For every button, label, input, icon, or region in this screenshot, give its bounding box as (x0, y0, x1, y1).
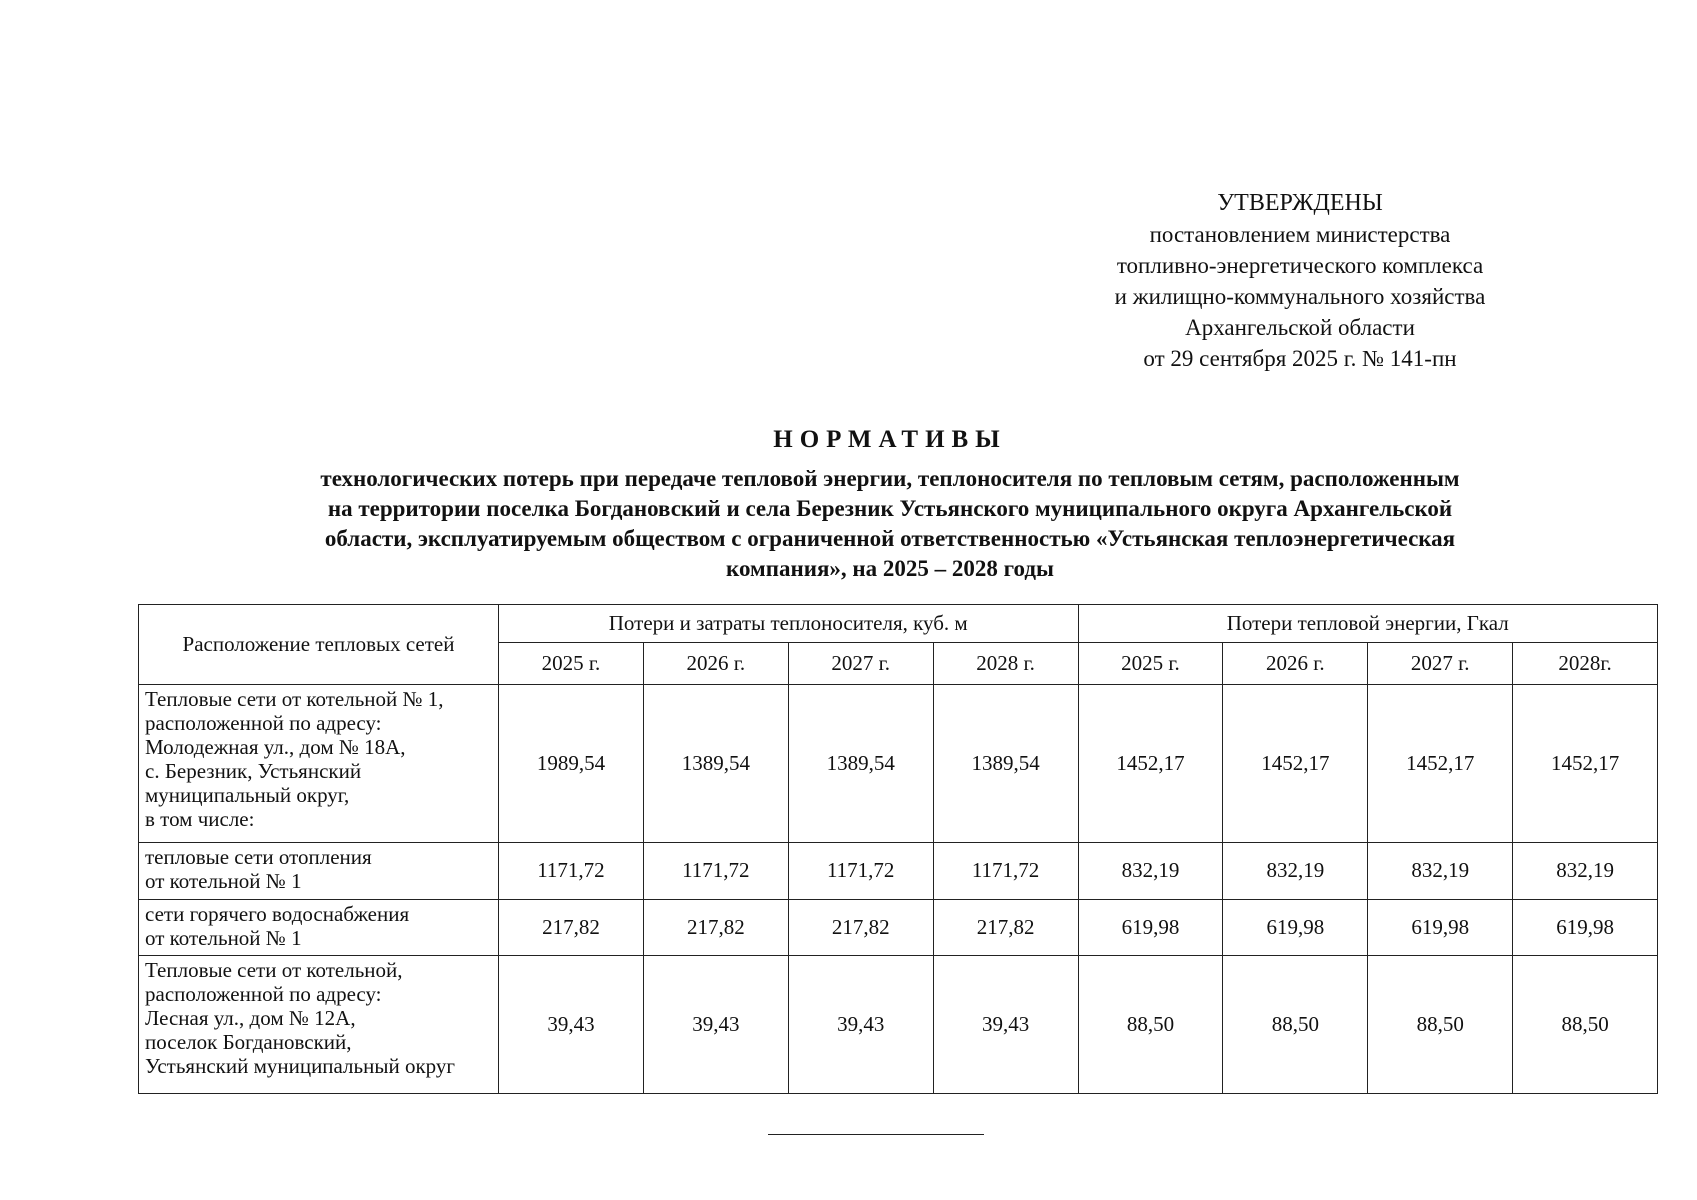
value-cell: 39,43 (933, 956, 1078, 1094)
value-cell: 1171,72 (933, 842, 1078, 899)
document-subtitle (150, 464, 1630, 584)
location-line: Молодежная ул., дом № 18А, (145, 735, 406, 759)
location-cell (139, 956, 499, 1094)
location-line: Лесная ул., дом № 12А, (145, 1006, 356, 1031)
location-line: Тепловые сети от котельной, (145, 958, 403, 983)
value-cell: 1171,72 (499, 842, 644, 899)
value-cell: 832,19 (1078, 842, 1223, 899)
table-row (139, 899, 1658, 956)
value-cell: 1171,72 (643, 842, 788, 899)
value-cell: 217,82 (933, 899, 1078, 956)
document-title: НОРМАТИВЫ (773, 426, 1007, 453)
location-line: в том числе: (145, 807, 255, 831)
year-header: 2027 г. (788, 643, 933, 685)
value-cell: 1452,17 (1513, 685, 1658, 843)
year-header: 2025 г. (499, 643, 644, 685)
subtitle-line: на территории поселка Богдановский и села Березник Устьянского муниципального округа Архангельской (327, 496, 1453, 521)
value-cell: 217,82 (788, 899, 933, 956)
location-cell (139, 842, 499, 899)
location-header: Расположение тепловых сетей (139, 605, 499, 685)
value-cell: 217,82 (499, 899, 644, 956)
value-cell: 1171,72 (788, 842, 933, 899)
value-cell: 1389,54 (788, 685, 933, 843)
year-header: 2025 г. (1078, 643, 1223, 685)
value-cell: 832,19 (1223, 842, 1368, 899)
approval-line: и жилищно-коммунального хозяйства (1114, 284, 1486, 309)
location-line: сети горячего водоснабжения (145, 901, 410, 926)
year-header: 2027 г. (1368, 643, 1513, 685)
value-cell: 619,98 (1223, 899, 1368, 956)
year-header: 2028г. (1513, 643, 1658, 685)
location-line: Тепловые сети от котельной № 1, (145, 687, 444, 711)
location-line: тепловые сети отопления (145, 844, 372, 869)
standards-table (138, 604, 1658, 1094)
subtitle-line: области, эксплуатируемым обществом с ограниченной ответственностью «Устьянская теплоэнергетическая (324, 526, 1456, 551)
location-line: расположенной по адресу: (145, 982, 382, 1007)
value-cell: 39,43 (788, 956, 933, 1094)
value-cell: 88,50 (1223, 956, 1368, 1094)
value-cell: 88,50 (1078, 956, 1223, 1094)
value-cell: 88,50 (1513, 956, 1658, 1094)
value-cell: 832,19 (1368, 842, 1513, 899)
approval-line: постановлением министерства (1149, 222, 1451, 247)
approval-heading: УТВЕРЖДЕНЫ (1217, 190, 1383, 216)
value-cell: 1452,17 (1223, 685, 1368, 843)
value-cell: 619,98 (1513, 899, 1658, 956)
table-row (139, 685, 1658, 843)
value-cell: 217,82 (643, 899, 788, 956)
location-line: муниципальный округ, (145, 783, 350, 807)
location-cell (139, 899, 499, 956)
value-cell: 1452,17 (1368, 685, 1513, 843)
value-cell: 39,43 (643, 956, 788, 1094)
subtitle-line: технологических потерь при передаче тепловой энергии, теплоносителя по тепловым сетям, расположенным (320, 466, 1460, 491)
value-cell: 1389,54 (643, 685, 788, 843)
value-cell: 1989,54 (499, 685, 644, 843)
subtitle-line: компания», на 2025 – 2028 годы (726, 556, 1054, 581)
heat-losses-header: Потери тепловой энергии, Гкал (1078, 605, 1658, 643)
location-line: расположенной по адресу: (145, 711, 382, 735)
coolant-losses-header: Потери и затраты теплоносителя, куб. м (499, 605, 1079, 643)
location-line: поселок Богдановский, (145, 1030, 352, 1055)
value-cell: 88,50 (1368, 956, 1513, 1094)
value-cell: 619,98 (1368, 899, 1513, 956)
location-line: от котельной № 1 (145, 868, 302, 893)
table-row (139, 842, 1658, 899)
location-line: от котельной № 1 (145, 925, 302, 950)
approval-line: топливно-энергетического комплекса (1116, 253, 1484, 278)
year-header: 2028 г. (933, 643, 1078, 685)
closing-rule (768, 1134, 984, 1135)
approval-line: Архангельской области (1185, 315, 1415, 340)
location-cell (139, 685, 499, 843)
value-cell: 1389,54 (933, 685, 1078, 843)
year-header: 2026 г. (643, 643, 788, 685)
location-line: с. Березник, Устьянский (145, 759, 362, 783)
value-cell: 619,98 (1078, 899, 1223, 956)
location-line: Устьянский муниципальный округ (145, 1054, 455, 1079)
year-header: 2026 г. (1223, 643, 1368, 685)
approval-line: от 29 сентября 2025 г. № 141-пн (1143, 346, 1457, 371)
table-row (139, 956, 1658, 1094)
approval-block (1060, 188, 1540, 374)
value-cell: 832,19 (1513, 842, 1658, 899)
value-cell: 1452,17 (1078, 685, 1223, 843)
value-cell: 39,43 (499, 956, 644, 1094)
